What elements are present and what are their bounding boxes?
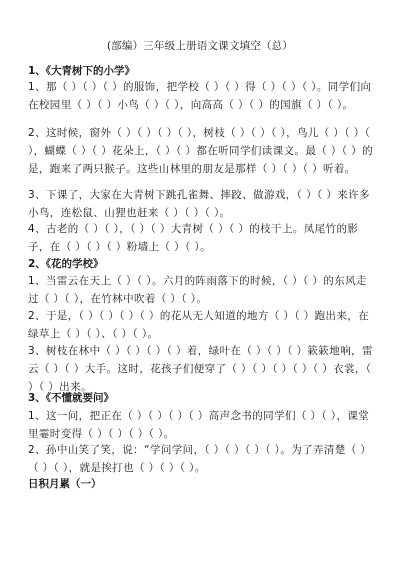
fill-blank-paragraph: 1、这一问，把正在（ ）（ ）（ ）（ ）高声念书的同学们（ ）（ ），课堂里霎时变得（ ）（ ）（ ）（ ）。 xyxy=(28,410,370,440)
fill-blank-paragraph: 2、这时候，窗外（ ）（ ）（ ）（ ），树枝（ ）（ ）（ ），鸟儿（ ）（ ）（ ），蝴蝶（ ）（ ）花朵上，（ ）（ ）都在听同学们读课文。最（ ）（ ）的是，跑来了两只猴子。这些山林里的朋友是那样（ ）（ ）（ ）听着。 xyxy=(28,127,373,175)
fill-blank-paragraph: 2、于是，（ ）（ ）（ ）（ ）的花从无人知道的地方（ ）（ ）跑出来，在绿草上（ ）（ ）、（ ）（ ）。 xyxy=(28,310,370,340)
fill-blank-paragraph: 1、那（ ）（ ）（ ）的服饰，把学校（ ）（ ）得（ ）（ ）（ ）。同学们向在校园里（ ）（ ）小鸟（ ）（ ），向高高（ ）（ ）的国旗（ ）（ ）。 xyxy=(28,81,372,111)
section-heading-2: 2、《花的学校》 xyxy=(28,258,104,270)
page-title: (部编）三年级上册语文课文填空（总） xyxy=(106,40,294,52)
fill-blank-paragraph: 3、树枝在林中（ ）（ ）（ ）（ ）着，绿叶在（ ）（ ）（ ）簌簌地响，雷云（ ）（ ）大手。这时，花孩子们便穿了（ ）（ ）（ ）（ ）（ ）衣裳，（ ）（ ）出来。 xyxy=(28,345,373,393)
fill-blank-paragraph: 4、古老的（ ）（ ），（ ）（ ）大青树（ ）（ ）的枝干上。凤尾竹的影子，在（ ）（ ）（ ）粉墙上（ ）（ ）。 xyxy=(28,223,359,253)
fill-blank-paragraph: 3、下课了，大家在大青树下跳孔雀舞、摔跤、做游戏，（ ）（ ）来许多小鸟，连松鼠、山狸也赶来（ ）（ ）（ ）。 xyxy=(28,189,370,219)
footer-heading: 日积月累（一） xyxy=(28,478,102,490)
section-heading-3: 3、《不懂就要问》 xyxy=(28,392,115,404)
fill-blank-paragraph: 2、孙中山笑了笑，说：“学问学问，（ ）（ ）（ ）（ ）。为了弄清楚（ ）（ ）（ ），就是挨打也（ ）（ ）（ ）。 xyxy=(28,444,372,474)
fill-blank-paragraph: 1、当雷云在天上（ ）（ ）。六月的阵雨落下的时候，（ ）（ ）的东风走过（ ）（ ），在竹林中吹着（ ）（ ）。 xyxy=(28,275,367,305)
section-heading-1: 1、《大青树下的小学》 xyxy=(28,65,136,77)
